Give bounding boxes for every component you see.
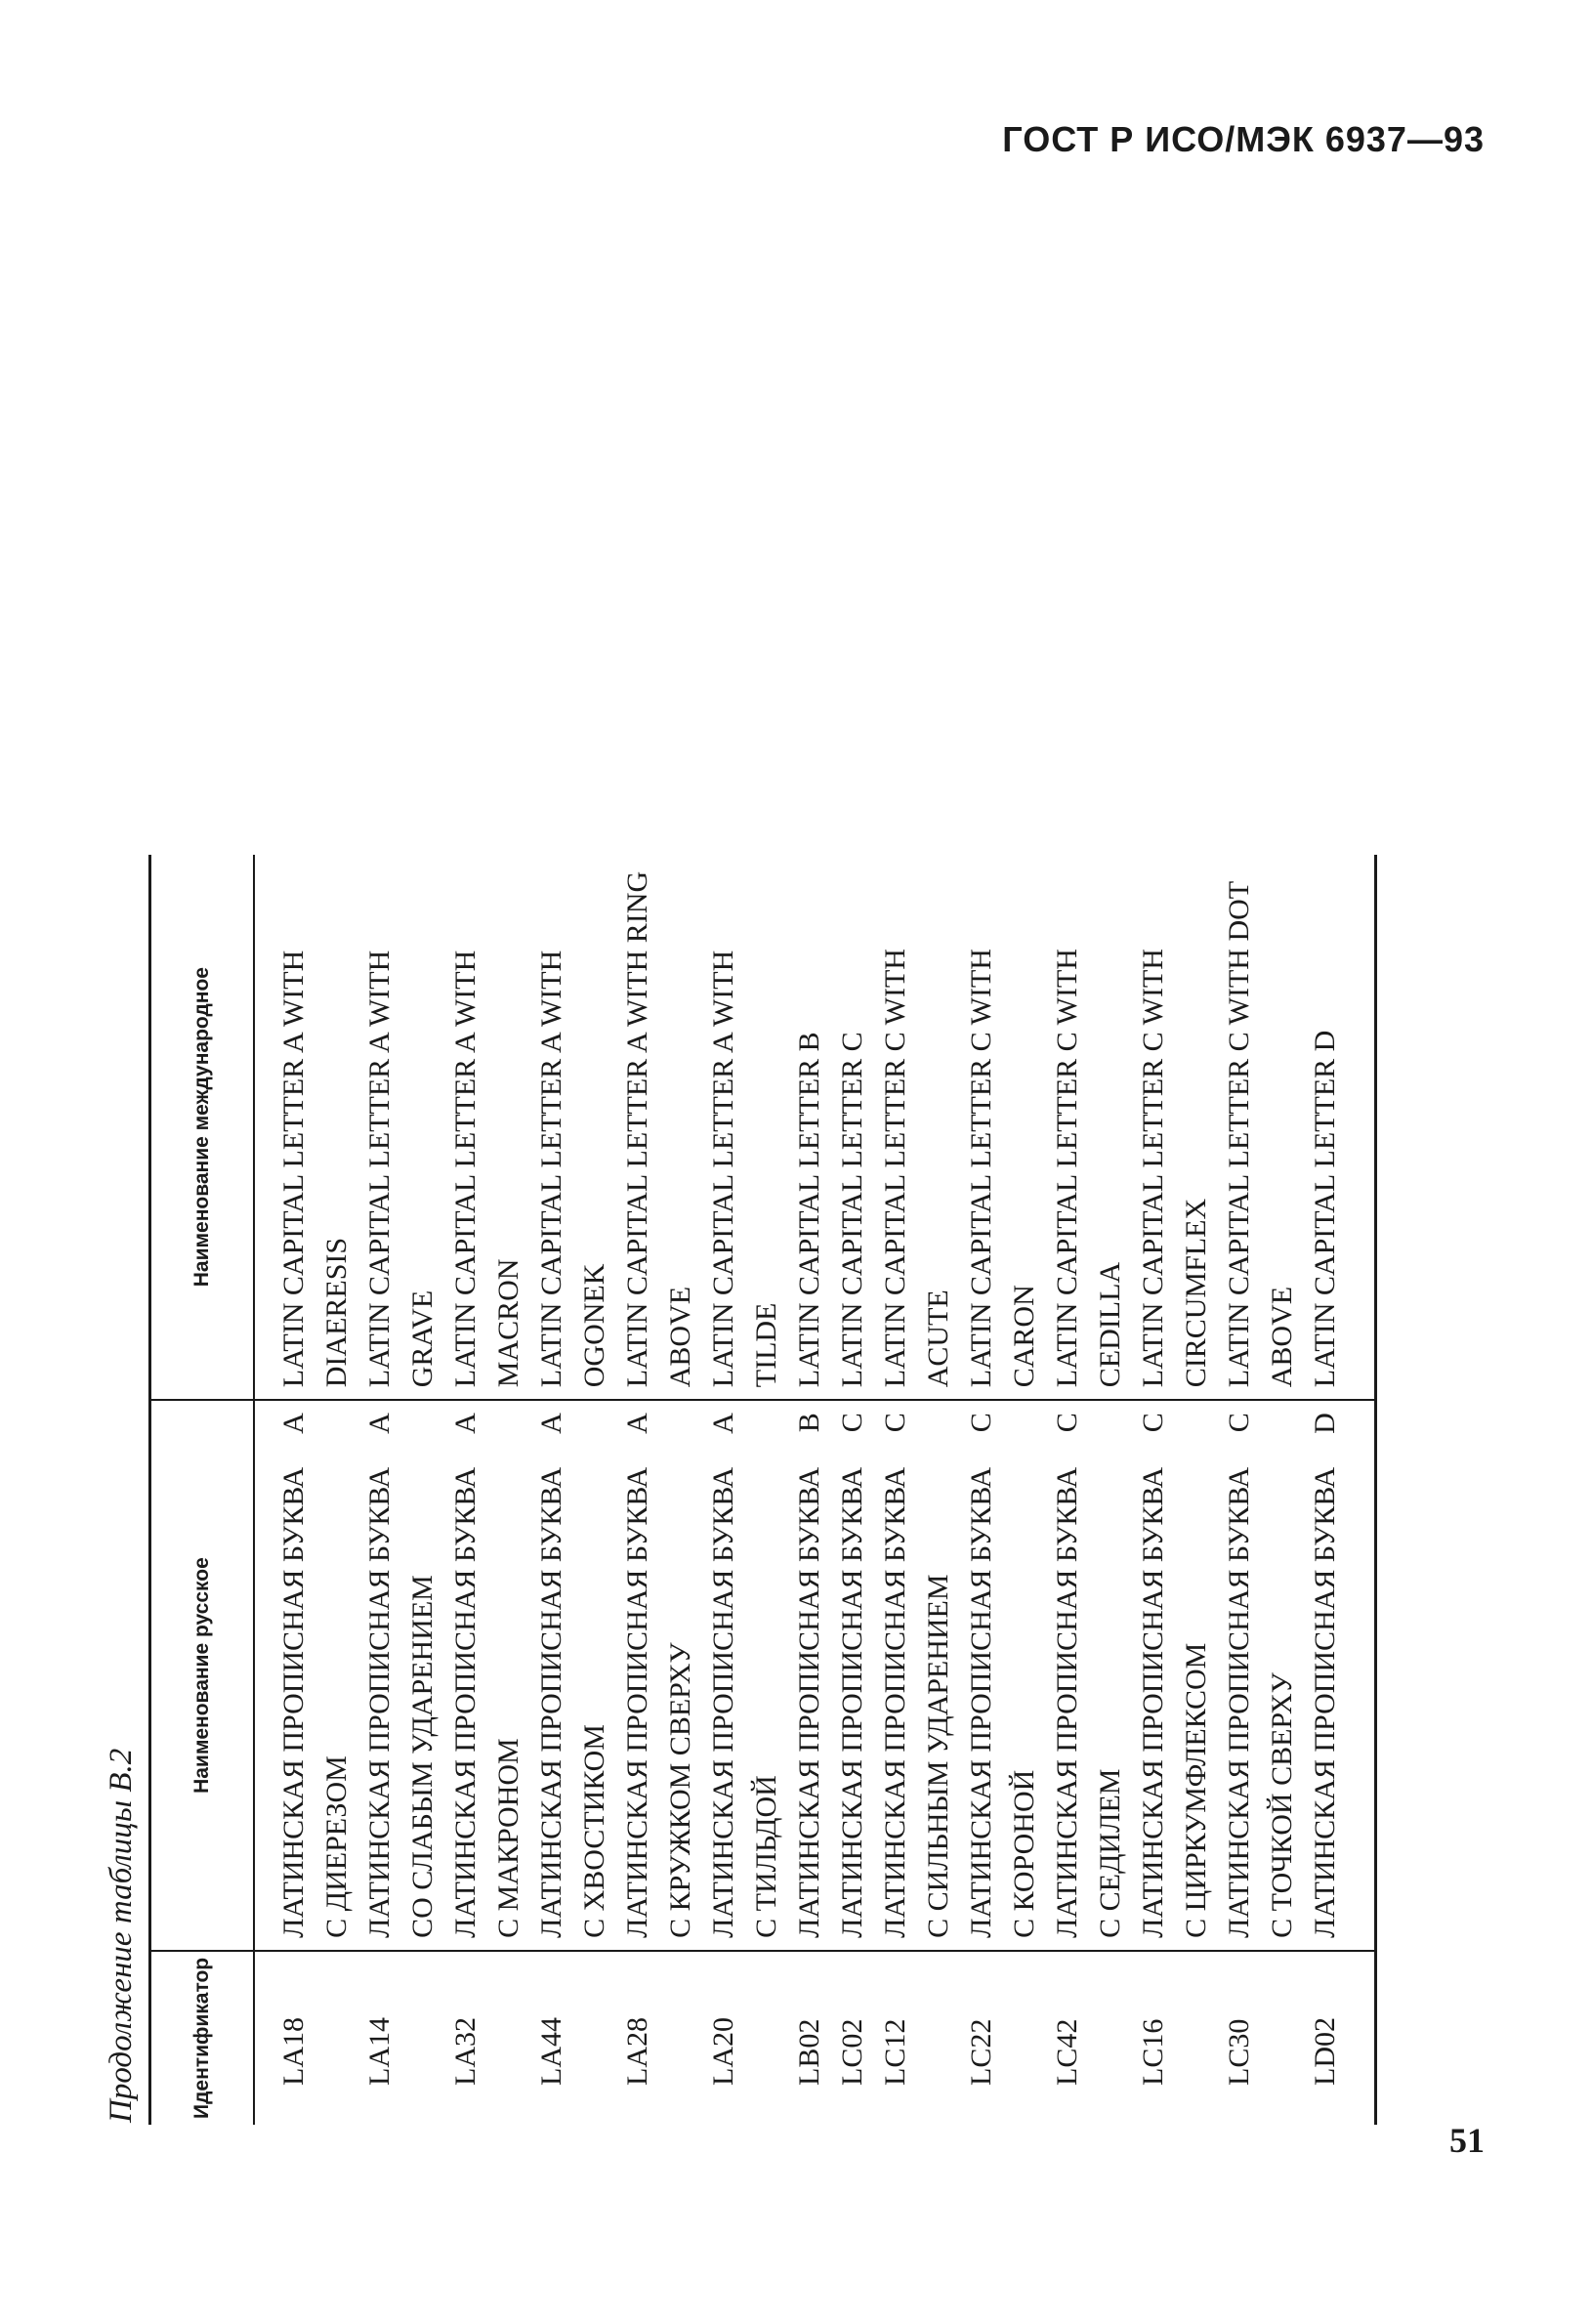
russian-name-main-line [530,1413,573,1938]
russian-name-text: ЛАТИНСКАЯ ПРОПИСНАЯ БУКВА [879,1466,911,1938]
russian-name-cell [1218,1400,1304,1951]
russian-name-main-line [1218,1413,1261,1938]
international-name-cell: LATIN CAPITAL LETTER A WITH GRAVE [358,855,444,1400]
russian-name-text: ЛАТИНСКАЯ ПРОПИСНАЯ БУКВА [535,1466,567,1938]
russian-name-cell [530,1400,616,1951]
table-row [788,855,831,2125]
identifier-cell: LA44 [535,2017,567,2086]
russian-name-main-line [831,1413,874,1938]
letter-glyph: D [1309,1413,1341,1434]
column-header-international-name: Наименование международное [150,855,255,1400]
russian-name-main-line [444,1413,487,1938]
identifier-cell: LD02 [1309,2017,1341,2086]
russian-name-cell [1132,1400,1218,1951]
international-name-cell: LATIN CAPITAL LETTER C WITH CARON [960,855,1046,1400]
international-name-cell: LATIN CAPITAL LETTER C WITH ACUTE [874,855,960,1400]
character-names-table [148,855,1377,2125]
table-row [1304,855,1376,2125]
letter-glyph: А [707,1413,739,1434]
russian-name-text: ЛАТИНСКАЯ ПРОПИСНАЯ БУКВА [965,1466,997,1938]
russian-name-cell [1304,1400,1376,1951]
table-caption: Продолжение таблицы В.2 [104,1748,139,2123]
letter-glyph: С [965,1413,997,1433]
letter-glyph: С [1051,1413,1083,1433]
international-name-cell: LATIN CAPITAL LETTER D [1304,855,1376,1400]
russian-name-text: ЛАТИНСКАЯ ПРОПИСНАЯ БУКВА [277,1466,310,1938]
russian-name-continuation: С ЦИРКУМФЛЕКСОМ [1180,1642,1212,1938]
russian-name-main-line [874,1413,917,1938]
russian-name-cell [788,1400,831,1951]
table-row [358,855,444,2125]
russian-name-text: ЛАТИНСКАЯ ПРОПИСНАЯ БУКВА [793,1466,825,1938]
russian-name-continuation: С КОРОНОЙ [1008,1769,1040,1938]
russian-name-text: ЛАТИНСКАЯ ПРОПИСНАЯ БУКВА [449,1466,482,1938]
russian-name-cell [1046,1400,1132,1951]
table-row [874,855,960,2125]
identifier-cell: LC12 [879,2018,911,2086]
russian-name-text: ЛАТИНСКАЯ ПРОПИСНАЯ БУКВА [1223,1466,1255,1938]
letter-glyph: А [363,1413,396,1434]
column-header-identifier: Идентификатор [150,1951,255,2125]
russian-name-continuation: СО СЛАБЫМ УДАРЕНИЕМ [406,1575,439,1938]
russian-name-main-line [272,1413,315,1938]
identifier-cell: LA14 [363,2017,396,2086]
identifier-cell: LC30 [1223,2018,1255,2086]
russian-name-continuation: С ДИЕРЕЗОМ [320,1755,353,1938]
russian-name-cell [254,1400,358,1951]
russian-name-continuation: С ХВОСТИКОМ [578,1724,610,1938]
rotated-table-block [98,855,1426,2125]
table-row [960,855,1046,2125]
letter-glyph: А [535,1413,567,1434]
identifier-cell: LC42 [1051,2018,1083,2086]
russian-name-continuation: С МАКРОНОМ [492,1738,524,1938]
letter-glyph: С [836,1413,868,1433]
russian-name-text: ЛАТИНСКАЯ ПРОПИСНАЯ БУКВА [1309,1466,1341,1938]
column-header-russian-name: Наименование русское [150,1400,255,1951]
russian-name-cell [874,1400,960,1951]
russian-name-main-line [702,1413,745,1938]
russian-name-text: ЛАТИНСКАЯ ПРОПИСНАЯ БУКВА [1051,1466,1083,1938]
identifier-cell: LA18 [277,2017,310,2086]
identifier-cell: LC02 [836,2018,868,2086]
table-row [702,855,788,2125]
table-row [616,855,702,2125]
international-name-cell: LATIN CAPITAL LETTER A WITH RING ABOVE [616,855,702,1400]
russian-name-main-line [960,1413,1003,1938]
russian-name-text: ЛАТИНСКАЯ ПРОПИСНАЯ БУКВА [836,1466,868,1938]
russian-name-continuation: С КРУЖКОМ СВЕРХУ [664,1642,696,1938]
russian-name-continuation: С СИЛЬНЫМ УДАРЕНИЕМ [922,1574,954,1938]
russian-name-continuation: С ТИЛЬДОЙ [750,1775,782,1938]
russian-name-continuation: С СЕДИЛЕМ [1094,1768,1126,1938]
document-code: ГОСТ Р ИСО/МЭК 6937—93 [1002,119,1485,159]
russian-name-cell [960,1400,1046,1951]
letter-glyph: С [879,1413,911,1433]
russian-name-text: ЛАТИНСКАЯ ПРОПИСНАЯ БУКВА [363,1466,396,1938]
russian-name-text: ЛАТИНСКАЯ ПРОПИСНАЯ БУКВА [707,1466,739,1938]
identifier-cell: LC16 [1137,2018,1169,2086]
table-row [831,855,874,2125]
letter-glyph: А [621,1413,653,1434]
table-row [444,855,530,2125]
identifier-cell: LC22 [965,2018,997,2086]
identifier-cell: LA20 [707,2017,739,2086]
russian-name-cell [831,1400,874,1951]
international-name-cell: LATIN CAPITAL LETTER A WITH OGONEK [530,855,616,1400]
russian-name-text: ЛАТИНСКАЯ ПРОПИСНАЯ БУКВА [1137,1466,1169,1938]
international-name-cell: LATIN CAPITAL LETTER A WITH MACRON [444,855,530,1400]
letter-glyph: А [277,1413,310,1434]
russian-name-cell [616,1400,702,1951]
russian-name-cell [358,1400,444,1951]
international-name-cell: LATIN CAPITAL LETTER C [831,855,874,1400]
table-row [254,855,358,2125]
table-row [530,855,616,2125]
international-name-cell: LATIN CAPITAL LETTER A WITH TILDE [702,855,788,1400]
international-name-cell: LATIN CAPITAL LETTER B [788,855,831,1400]
page-number: 51 [1449,2121,1485,2160]
identifier-cell: LA28 [621,2017,653,2086]
russian-name-main-line [1132,1413,1175,1938]
identifier-cell: LB02 [793,2018,825,2086]
russian-name-main-line [1046,1413,1089,1938]
russian-name-main-line [1304,1413,1347,1938]
international-name-cell: LATIN CAPITAL LETTER A WITH DIAERESIS [254,855,358,1400]
russian-name-main-line [616,1413,659,1938]
international-name-cell: LATIN CAPITAL LETTER C WITH CIRCUMFLEX [1132,855,1218,1400]
russian-name-main-line [788,1413,831,1938]
table-row [1046,855,1132,2125]
letter-glyph: С [1137,1413,1169,1433]
letter-glyph: С [1223,1413,1255,1433]
table-header-row [150,855,255,2125]
russian-name-text: ЛАТИНСКАЯ ПРОПИСНАЯ БУКВА [621,1466,653,1938]
russian-name-cell [444,1400,530,1951]
table-row [1218,855,1304,2125]
international-name-cell: LATIN CAPITAL LETTER C WITH DOT ABOVE [1218,855,1304,1400]
letter-glyph: В [793,1413,825,1433]
table-row [1132,855,1218,2125]
identifier-cell: LA32 [449,2017,482,2086]
international-name-cell: LATIN CAPITAL LETTER C WITH CEDILLA [1046,855,1132,1400]
letter-glyph: А [449,1413,482,1434]
russian-name-cell [702,1400,788,1951]
russian-name-continuation: С ТОЧКОЙ СВЕРХУ [1266,1672,1298,1938]
russian-name-main-line [358,1413,401,1938]
